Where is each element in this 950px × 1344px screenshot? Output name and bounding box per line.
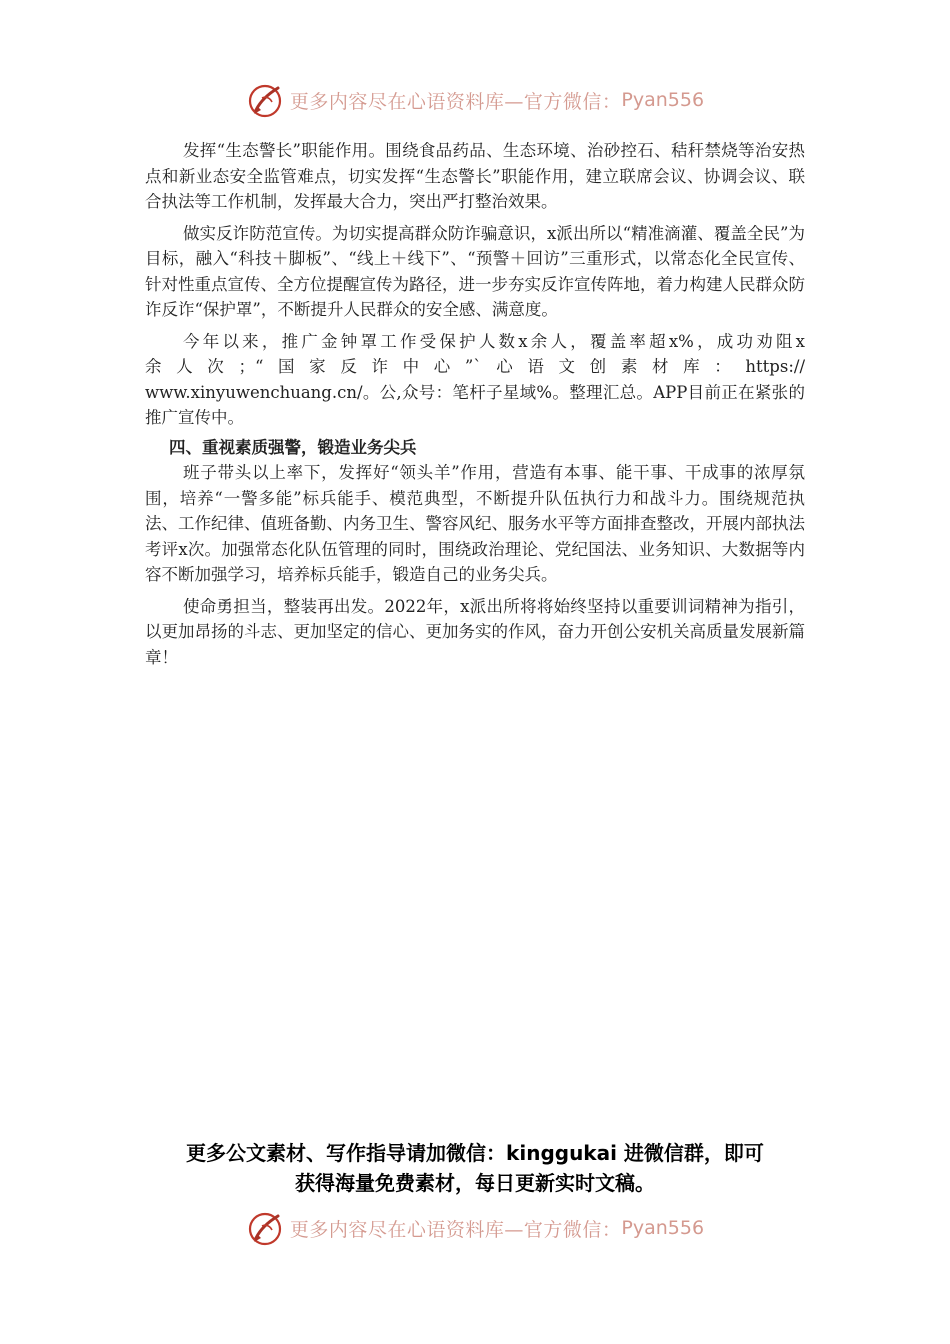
footer-watermark <box>0 1206 950 1250</box>
paragraph-protection-line2: 余人次；“国家反诈中心”`心语文创素材库：https:// <box>145 357 805 376</box>
footer-promo-note <box>0 1138 950 1198</box>
watermark-wechat-id: Pyan556 <box>621 89 705 111</box>
section-heading: 四、重视素质强警，锻造业务尖兵 <box>169 437 417 457</box>
paragraph-team: 班子带头以上率下，发挥好“领头羊”作用，营造有本事、能干事、干成事的浓厚氛围，培养“一警多能”标兵能手、模范典型，不断提升队伍执行力和战斗力。围绕规范执法、工作纪律、值班备勤、内务卫生、警容风纪、服务水平等方面排查整改，开展内部执法考评x次。加强常态化队伍管理的同时，围绕政治理论、党纪国法、业务知识、大数据等内容不断加强学习，培养标兵能手，锻造自己的业务尖兵。 <box>145 463 805 584</box>
watermark-wechat-id: Pyan556 <box>621 1217 705 1239</box>
watermark-text: 更多内容尽在心语资料库—官方微信： <box>289 1218 622 1241</box>
paragraph-protection-rest: www.xinyuwenchuang.cn/。公,众号：笔杆子星域%。整理汇总。APP目前正在紧张的推广宣传中。 <box>145 382 805 427</box>
document-body <box>145 138 805 670</box>
paragraph-eco-police: 发挥“生态警长”职能作用。围绕食品药品、生态环境、治砂控石、秸秆禁烧等治安热点和新业态安全监管难点，切实发挥“生态警长”职能作用，建立联席会议、协调会议、联合执法等工作机制，发挥最大合力，突出严打整治效果。 <box>145 141 805 211</box>
header-watermark <box>0 78 950 122</box>
pen-circle-icon <box>246 1208 286 1248</box>
pen-circle-icon <box>246 80 286 120</box>
paragraph-conclusion: 使命勇担当，整装再出发。2022年，x派出所将将始终坚持以重要训词精神为指引，以更加昂扬的斗志、更加坚定的信心、更加务实的作风，奋力开创公安机关高质量发展新篇章！ <box>145 596 805 667</box>
footer-note-line1: 更多公文素材、写作指导请加微信：kinggukai 进微信群，即可 <box>186 1141 764 1165</box>
paragraph-protection-line1: 今年以来，推广金钟罩工作受保护人数x余人，覆盖率超x%，成功劝阻x <box>183 331 805 351</box>
paragraph-anti-fraud: 做实反诈防范宣传。为切实提高群众防诈骗意识，x派出所以“精准滴灌、覆盖全民”为目标，融入“科技＋脚板”、“线上＋线下”、“预警＋回访”三重形式，以常态化全民宣传、针对性重点宣传、全方位提醒宣传为路径，进一步夯实反诈宣传阵地，着力构建人民群众防诈反诈“保护罩”，不断提升人民群众的安全感、满意度。 <box>145 223 805 319</box>
watermark-text: 更多内容尽在心语资料库—官方微信： <box>289 90 622 113</box>
footer-note-line2: 获得海量免费素材，每日更新实时文稿。 <box>295 1171 655 1195</box>
